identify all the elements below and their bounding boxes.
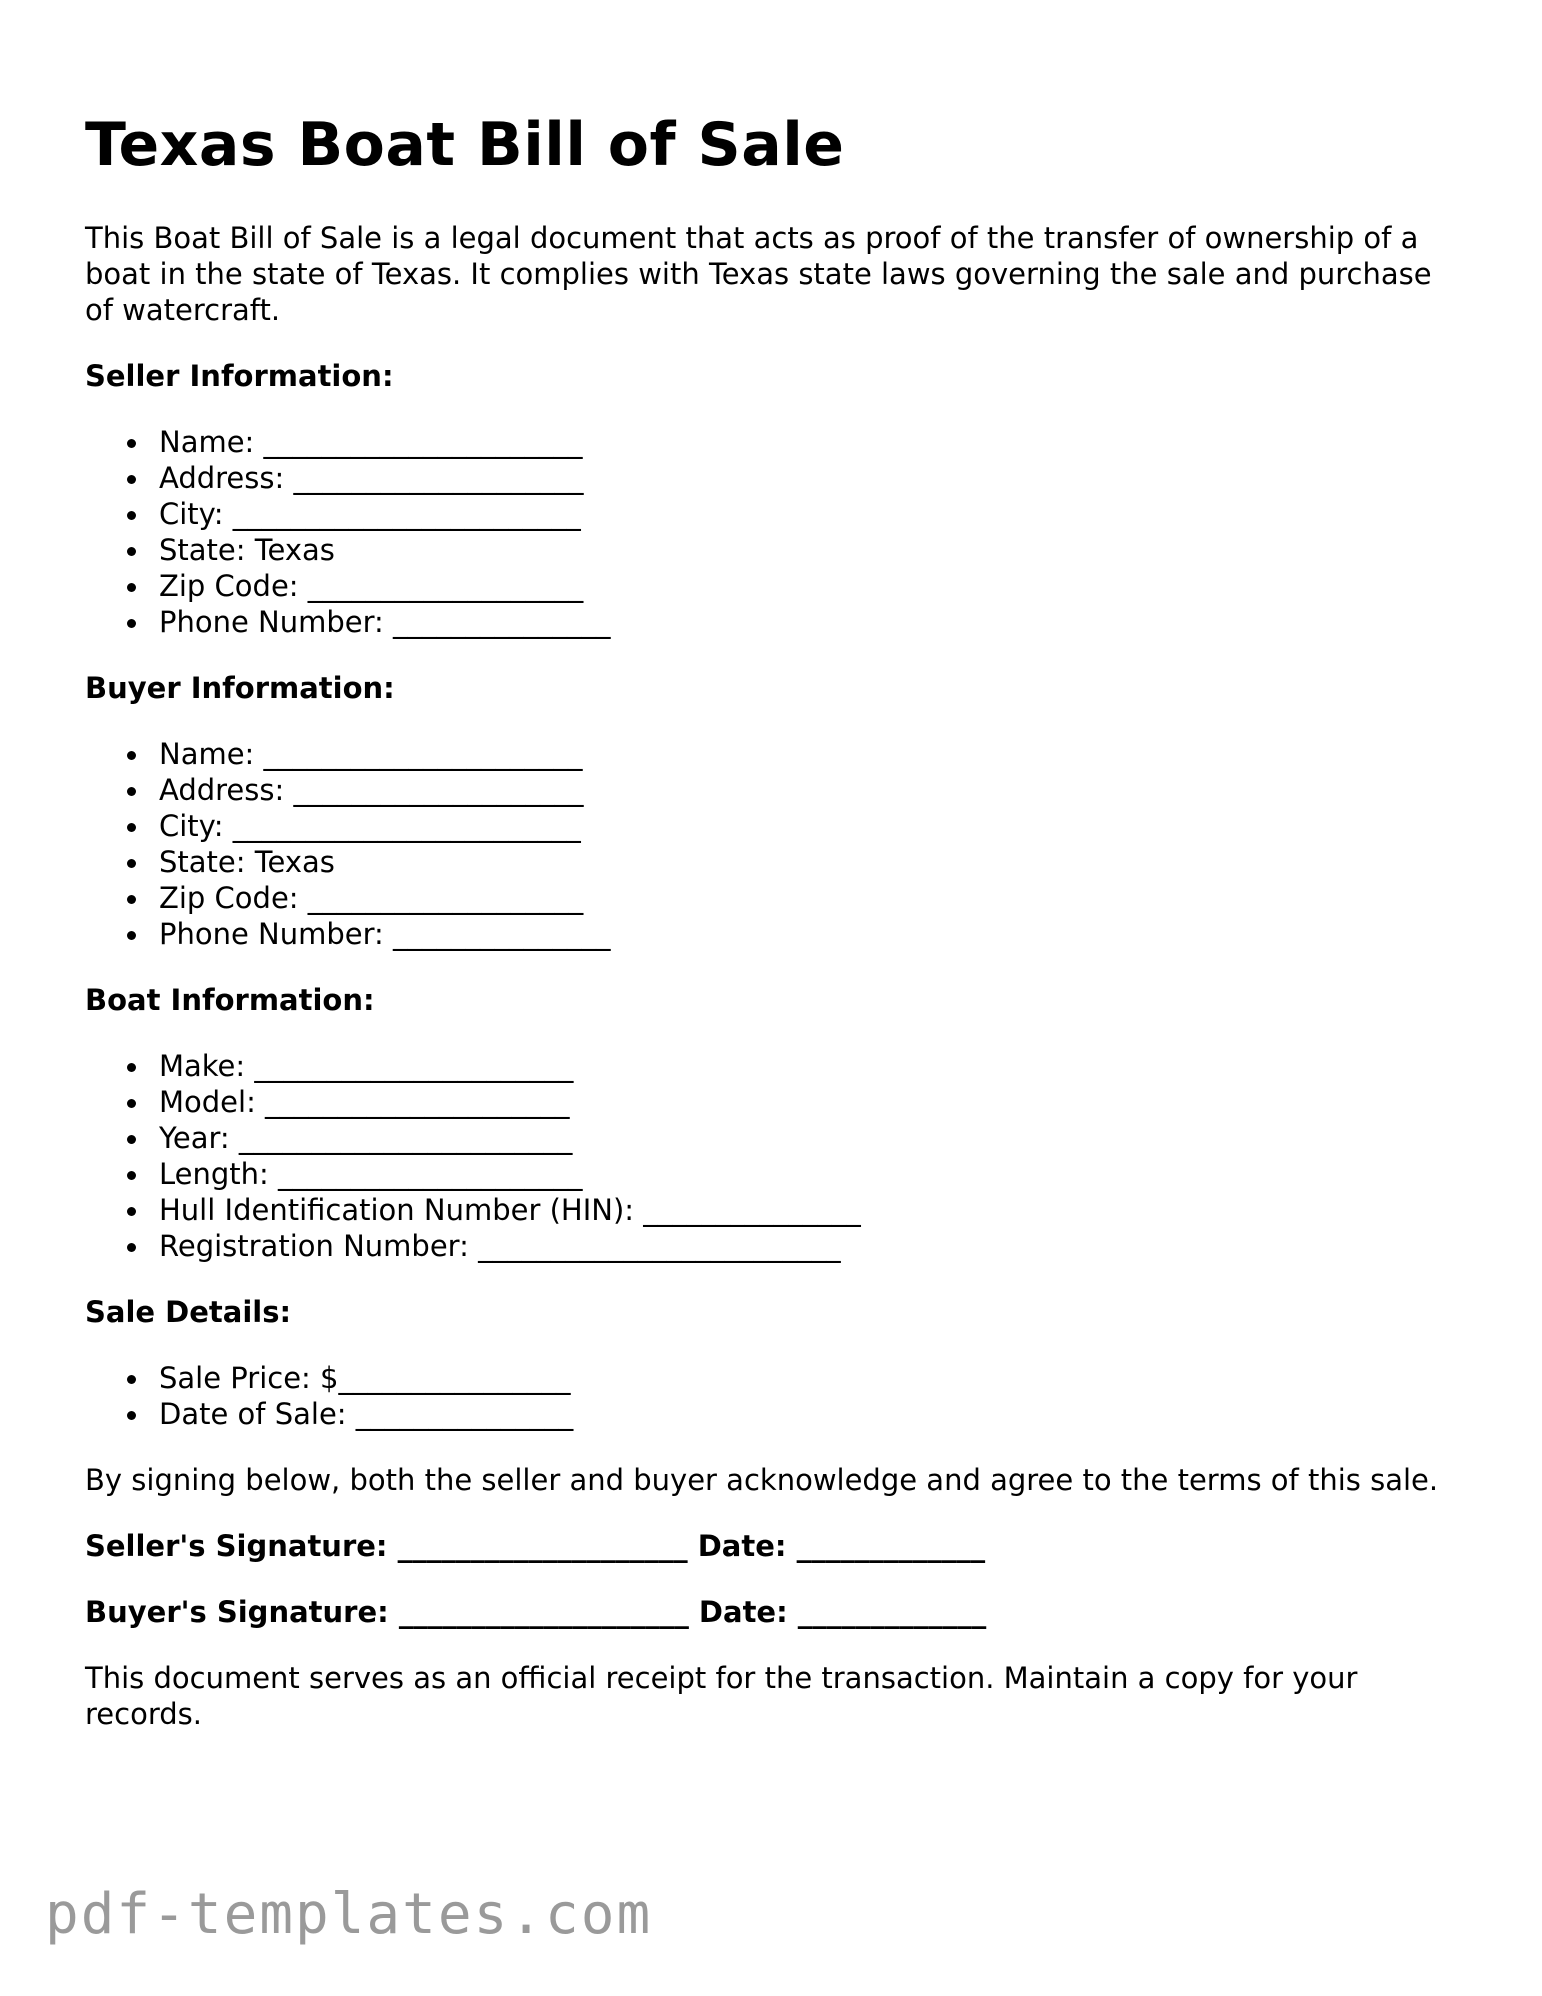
buyer-zip-field: Zip Code: ___________________ bbox=[127, 880, 1465, 916]
sale-price-field: Sale Price: $________________ bbox=[127, 1360, 1465, 1396]
seller-name-field: Name: ______________________ bbox=[127, 424, 1465, 460]
watermark: pdf-templates.com bbox=[45, 1882, 653, 1947]
sale-field-list bbox=[85, 1360, 1465, 1432]
document-title: Texas Boat Bill of Sale bbox=[85, 110, 845, 180]
boat-registration-field: Registration Number: _________________________ bbox=[127, 1228, 1465, 1264]
seller-city-field: City: ________________________ bbox=[127, 496, 1465, 532]
buyer-phone-field: Phone Number: _______________ bbox=[127, 916, 1465, 952]
sale-section-heading: Sale Details: bbox=[85, 1295, 292, 1329]
seller-address-field: Address: ____________________ bbox=[127, 460, 1465, 496]
closing-paragraph: This document serves as an official receipt for the transaction. Maintain a copy for your records. bbox=[85, 1661, 1358, 1731]
sale-date-field: Date of Sale: _______________ bbox=[127, 1396, 1465, 1432]
boat-model-field: Model: _____________________ bbox=[127, 1084, 1465, 1120]
buyer-address-field: Address: ____________________ bbox=[127, 772, 1465, 808]
boat-year-field: Year: _______________________ bbox=[127, 1120, 1465, 1156]
seller-section-heading: Seller Information: bbox=[85, 359, 394, 393]
buyer-city-field: City: ________________________ bbox=[127, 808, 1465, 844]
boat-field-list bbox=[85, 1048, 1465, 1264]
boat-section-heading: Boat Information: bbox=[85, 983, 375, 1017]
intro-paragraph: This Boat Bill of Sale is a legal document that acts as proof of the transfer of ownership of a boat in the state of Texas. It complies with Texas state laws governing the sale and purchase of watercraft. bbox=[85, 221, 1432, 327]
seller-field-list bbox=[85, 424, 1465, 640]
document-page bbox=[85, 100, 1465, 1732]
boat-hin-field: Hull Identification Number (HIN): _______________ bbox=[127, 1192, 1465, 1228]
buyer-state-field: State: Texas bbox=[127, 844, 1465, 880]
buyer-field-list bbox=[85, 736, 1465, 952]
boat-length-field: Length: _____________________ bbox=[127, 1156, 1465, 1192]
seller-signature-line: Seller's Signature: ____________________ Date: _____________ bbox=[85, 1529, 986, 1563]
agreement-statement: By signing below, both the seller and buyer acknowledge and agree to the terms of this sale. bbox=[85, 1463, 1439, 1497]
seller-state-field: State: Texas bbox=[127, 532, 1465, 568]
buyer-signature-line: Buyer's Signature: ____________________ Date: _____________ bbox=[85, 1595, 987, 1629]
seller-phone-field: Phone Number: _______________ bbox=[127, 604, 1465, 640]
buyer-name-field: Name: ______________________ bbox=[127, 736, 1465, 772]
seller-zip-field: Zip Code: ___________________ bbox=[127, 568, 1465, 604]
boat-make-field: Make: ______________________ bbox=[127, 1048, 1465, 1084]
buyer-section-heading: Buyer Information: bbox=[85, 671, 395, 705]
